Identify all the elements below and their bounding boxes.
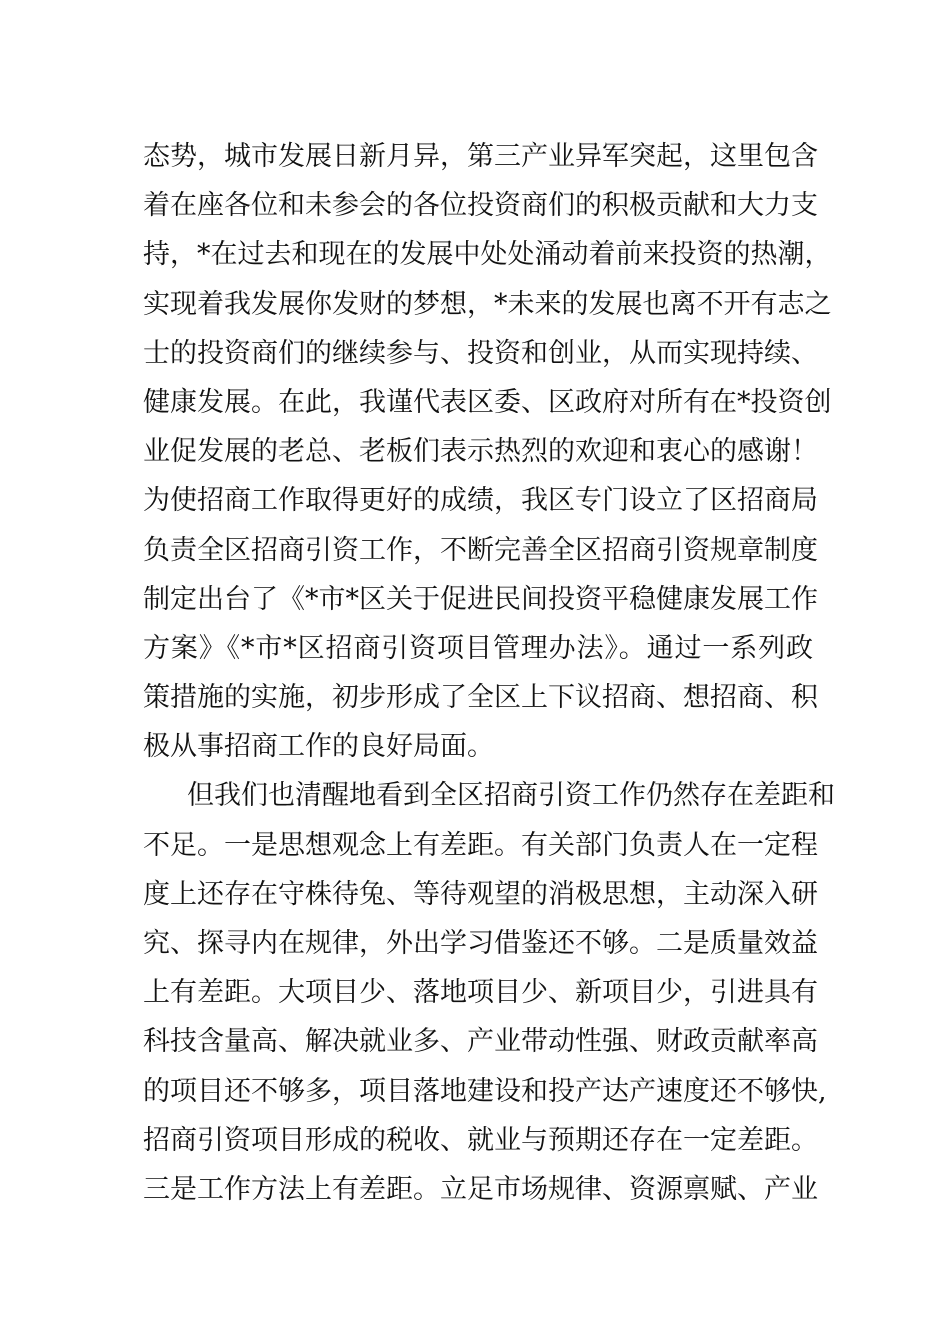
text-line: 度上还存在守株待兔、等待观望的消极思想，主动深入研 bbox=[143, 878, 818, 910]
text-line: 制定出台了《*市*区关于促进民间投资平稳健康发展工作 bbox=[143, 583, 818, 615]
text-line: 不足。一是思想观念上有差距。有关部门负责人在一定程 bbox=[143, 829, 818, 861]
text-line: 策措施的实施，初步形成了全区上下议招商、想招商、积 bbox=[143, 682, 818, 714]
text-line: 士的投资商们的继续参与、投资和创业，从而实现持续、 bbox=[143, 337, 818, 369]
paragraph-first-line: 但我们也清醒地看到全区招商引资工作仍然存在差距和 bbox=[187, 780, 835, 812]
text-line: 科技含量高、解决就业多、产业带动性强、财政贡献率高 bbox=[143, 1026, 818, 1058]
text-line: 上有差距。大项目少、落地项目少、新项目少，引进具有 bbox=[143, 977, 818, 1009]
text-line: 负责全区招商引资工作，不断完善全区招商引资规章制度 bbox=[143, 534, 818, 566]
text-line: 方案》《*市*区招商引资项目管理办法》。通过一系列政 bbox=[143, 632, 813, 664]
text-line: 的项目还不够多，项目落地建设和投产达产速度还不够快, bbox=[143, 1075, 827, 1107]
text-line: 态势，城市发展日新月异，第三产业异军突起，这里包含 bbox=[143, 141, 818, 172]
text-line: 持，*在过去和现在的发展中处处涌动着前来投资的热潮， bbox=[143, 239, 832, 271]
text-line: 究、探寻内在规律，外出学习借鉴还不够。二是质量效益 bbox=[143, 928, 818, 959]
text-line: 着在座各位和未参会的各位投资商们的积极贡献和大力支 bbox=[143, 190, 818, 222]
document-body bbox=[143, 132, 835, 1214]
text-line: 三是工作方法上有差距。立足市场规律、资源禀赋、产业 bbox=[143, 1173, 818, 1205]
text-line: 招商引资项目形成的税收、就业与预期还存在一定差距。 bbox=[143, 1124, 818, 1156]
text-line: 为使招商工作取得更好的成绩，我区专门设立了区招商局 bbox=[143, 485, 818, 517]
text-line: 业促发展的老总、老板们表示热烈的欢迎和衷心的感谢！ bbox=[143, 436, 818, 468]
text-line: 实现着我发展你发财的梦想，*未来的发展也离不开有志之 bbox=[143, 288, 832, 320]
text-line: 健康发展。在此，我谨代表区委、区政府对所有在*投资创 bbox=[143, 386, 832, 418]
text-line: 极从事招商工作的良好局面。 bbox=[143, 731, 494, 763]
